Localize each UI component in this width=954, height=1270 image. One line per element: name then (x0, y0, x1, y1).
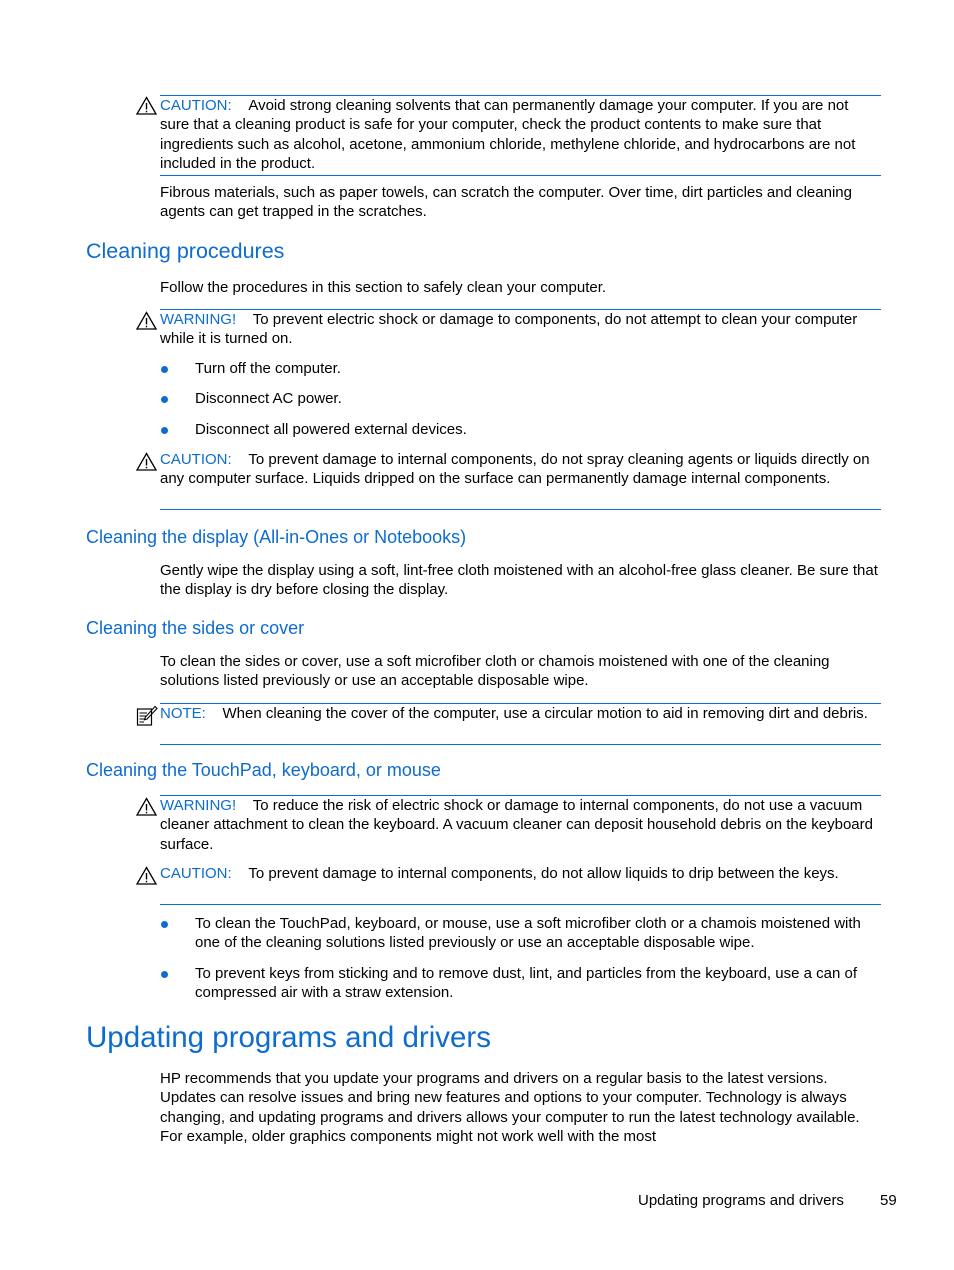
warning-text: To prevent electric shock or damage to components, do not attempt to clean your computer while it is turned on. (160, 311, 858, 348)
list-item: To prevent keys from sticking and to remove dust, lint, and particles from the keyboard, use a can of compressed air with a straw extension. (195, 965, 857, 1002)
note-pencil-icon (136, 705, 158, 727)
warning-triangle-icon (136, 311, 157, 330)
caution-triangle-icon (136, 452, 157, 471)
section-heading-cleaning-procedures: Cleaning procedures (86, 239, 285, 263)
caution-box (160, 450, 881, 510)
caution-triangle-icon (136, 96, 157, 115)
caution-triangle-icon (136, 866, 157, 885)
list-item: Disconnect all powered external devices. (195, 421, 467, 438)
sides-paragraph: To clean the sides or cover, use a soft microfiber cloth or chamois moistened with one of the cleaning solutions listed previously or use an acceptable disposable wipe. (160, 653, 830, 690)
warning-triangle-icon (136, 797, 157, 816)
bullet-icon (161, 396, 168, 403)
bullet-icon (161, 427, 168, 434)
bullet-icon (161, 366, 168, 373)
footer-section-title: Updating programs and drivers (638, 1192, 844, 1209)
fibrous-paragraph: Fibrous materials, such as paper towels, can scratch the computer. Over time, dirt particles and cleaning agents can get trapped in the scratches. (160, 184, 852, 221)
warning-box (160, 795, 881, 854)
caution-label: CAUTION: (160, 97, 232, 114)
list-item: Turn off the computer. (195, 360, 341, 377)
caution-label: CAUTION: (160, 865, 232, 882)
cleaning-procedures-intro: Follow the procedures in this section to safely clean your computer. (160, 279, 607, 296)
caution-box (160, 95, 881, 176)
display-paragraph: Gently wipe the display using a soft, lint-free cloth moistened with an alcohol-free glass cleaner. Be sure that the display is dry before closing the display. (160, 562, 878, 599)
subsection-heading-display: Cleaning the display (All-in-Ones or Notebooks) (86, 527, 467, 547)
warning-text: To reduce the risk of electric shock or damage to internal components, do not use a vacuum cleaner attachment to clean the keyboard. A vacuum cleaner can deposit household debris on the keyboard surface. (160, 797, 873, 853)
caution-label: CAUTION: (160, 451, 232, 468)
subsection-heading-touchpad: Cleaning the TouchPad, keyboard, or mouse (86, 760, 441, 780)
note-text: When cleaning the cover of the computer, use a circular motion to aid in removing dirt and debris. (222, 705, 868, 722)
warning-box (160, 309, 881, 348)
bullet-icon (161, 921, 168, 928)
subsection-heading-sides: Cleaning the sides or cover (86, 618, 305, 638)
warning-label: WARNING! (160, 797, 237, 814)
chapter-heading-updating: Updating programs and drivers (86, 1021, 492, 1054)
updating-paragraph: HP recommends that you update your programs and drivers on a regular basis to the latest versions. Updates can resolve issues and bring new features and options to your computer. Technology is always changing, and updating programs and drivers allows your computer to run the latest technology available. For example, older graphics components might not work well with the most (160, 1070, 860, 1145)
note-box (160, 703, 881, 745)
caution-box (160, 864, 881, 905)
note-label: NOTE: (160, 705, 206, 722)
list-item: To clean the TouchPad, keyboard, or mouse, use a soft microfiber cloth or a chamois moistened with one of the cleaning solutions listed previously or use an acceptable disposable wipe. (195, 915, 861, 952)
list-item: Disconnect AC power. (195, 390, 342, 407)
caution-text: To prevent damage to internal components, do not spray cleaning agents or liquids directly on any computer surface. Liquids dripped on the surface can permanently damage internal components. (160, 451, 870, 488)
bullet-icon (161, 971, 168, 978)
caution-text: To prevent damage to internal components, do not allow liquids to drip between the keys. (248, 865, 839, 882)
page-number: 59 (880, 1192, 897, 1209)
caution-text: Avoid strong cleaning solvents that can permanently damage your computer. If you are not sure that a cleaning product is safe for your computer, check the product contents to make sure that ingredients such as alcohol, acetone, ammonium chloride, methylene chloride, and hydrocarbons are not included in the product. (160, 97, 856, 172)
warning-label: WARNING! (160, 311, 237, 328)
